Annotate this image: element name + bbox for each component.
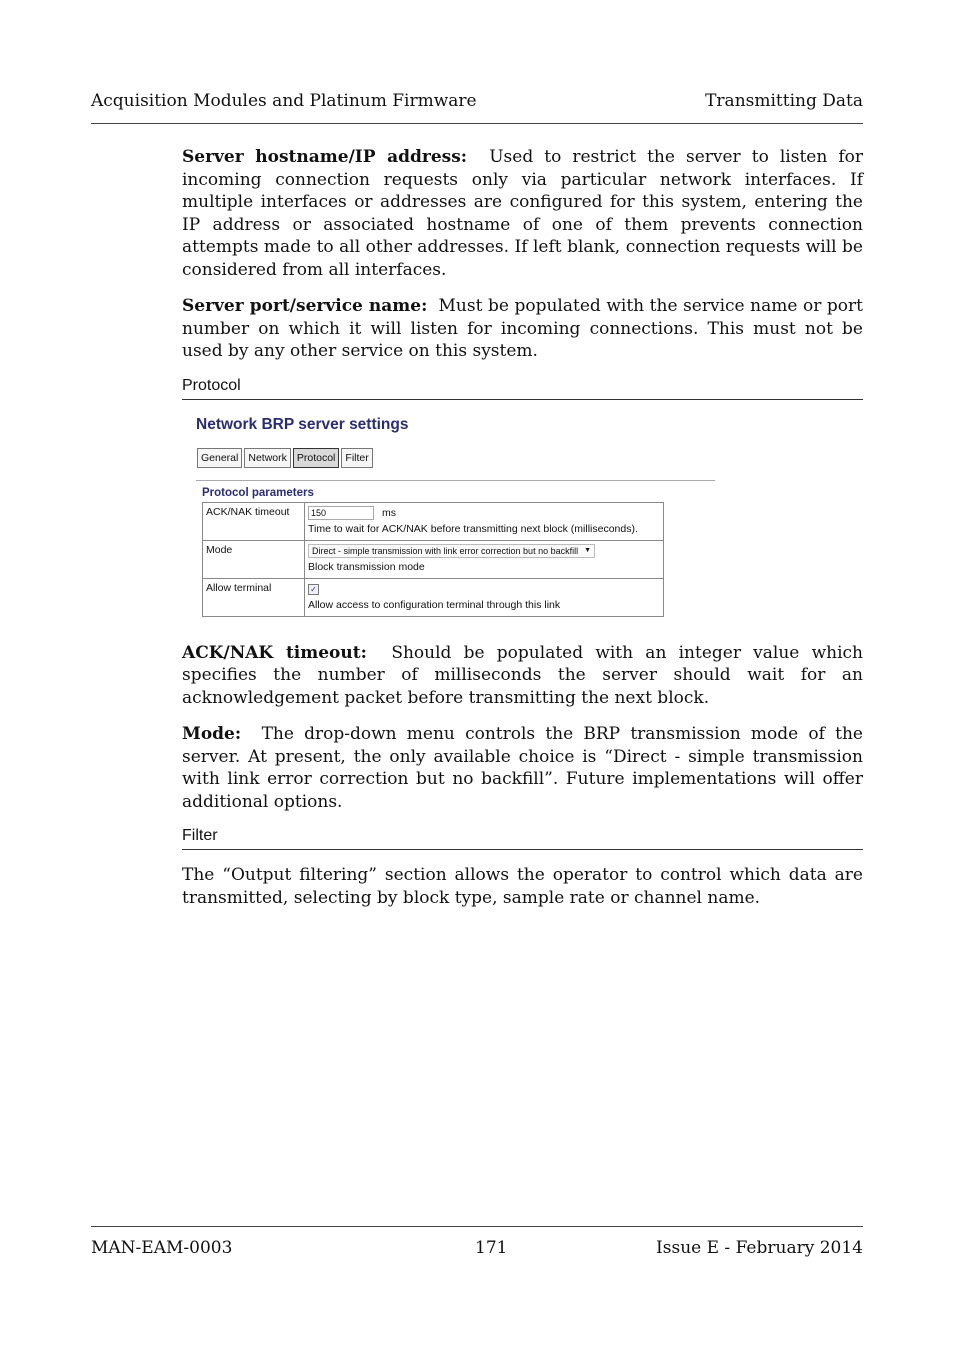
tabs-divider <box>196 480 715 481</box>
mode-select[interactable] <box>308 544 595 558</box>
server-port-text: Must be populated with the service name or port number on which it will listen for incoming connections. This must not be used by any other service on this system. <box>182 296 863 361</box>
ack-nak-cell <box>305 502 664 540</box>
tab-filter[interactable]: Filter <box>341 448 372 468</box>
tab-general[interactable]: General <box>197 448 242 468</box>
server-hostname-term: Server hostname/IP address: <box>182 147 468 167</box>
server-hostname-text: Used to restrict the server to listen for incoming connection requests only via particular network interfaces. If multiple interfaces or addresses are configured for this system, entering the IP address or associated hostname of one of them prevents connection attempts made to all other addresses. If left blank, connection requests will be considered from all interfaces. <box>182 147 864 280</box>
mode-hint: Block transmission mode <box>308 560 425 573</box>
protocol-parameters-table <box>202 502 664 617</box>
ack-nak-paragraph <box>182 642 863 710</box>
header-section: Transmitting Data <box>705 91 863 111</box>
protocol-heading: Protocol <box>182 377 863 400</box>
allow-terminal-cell <box>305 578 664 616</box>
filter-heading: Filter <box>182 827 863 850</box>
filter-paragraph: The “Output filtering” section allows the operator to control which data are transmitted, selecting by block type, sample rate or channel name. <box>182 865 863 908</box>
allow-terminal-checkbox[interactable]: ✓ <box>308 584 319 595</box>
mode-selected-value: Direct - simple transmission with link error correction but no backfill <box>312 546 579 556</box>
footer-issue: Issue E - February 2014 <box>656 1238 863 1258</box>
ack-nak-label: ACK/NAK timeout <box>203 502 305 540</box>
tab-network[interactable]: Network <box>244 448 291 468</box>
ack-nak-term: ACK/NAK timeout: <box>182 642 367 663</box>
table-row <box>203 540 664 578</box>
ack-nak-hint: Time to wait for ACK/NAK before transmitting next block (milliseconds). <box>308 522 638 535</box>
server-port-term: Server port/service name: <box>182 296 428 316</box>
settings-title: Network BRP server settings <box>196 415 409 433</box>
table-row <box>203 578 664 616</box>
header-title: Acquisition Modules and Platinum Firmware <box>91 91 477 111</box>
allow-terminal-label: Allow terminal <box>203 578 305 616</box>
server-port-paragraph <box>182 295 863 363</box>
chevron-down-icon: ▼ <box>584 547 592 554</box>
footer-page-number: 171 <box>475 1238 508 1258</box>
mode-term: Mode: <box>182 724 242 744</box>
brp-settings-screenshot <box>196 414 736 624</box>
page-content <box>182 146 863 923</box>
mode-paragraph <box>182 723 863 813</box>
allow-terminal-hint: Allow access to configuration terminal through this link <box>308 598 561 611</box>
protocol-parameters-title: Protocol parameters <box>202 486 314 499</box>
mode-text: The drop-down menu controls the BRP transmission mode of the server. At present, the only available choice is “Direct - simple transmission with link error correction but no backfill”. Future implementations will offer additional options. <box>182 724 863 812</box>
server-hostname-paragraph <box>182 146 863 281</box>
tab-protocol[interactable]: Protocol <box>293 448 340 468</box>
mode-label: Mode <box>203 540 305 578</box>
table-row <box>203 502 664 540</box>
ack-nak-timeout-input[interactable]: 150 <box>308 506 374 520</box>
footer-doc-id: MAN-EAM-0003 <box>91 1238 233 1258</box>
ack-nak-unit: ms <box>382 507 396 519</box>
mode-cell <box>305 540 664 578</box>
page-footer <box>91 1226 863 1258</box>
settings-tabs <box>197 448 373 468</box>
page-header <box>91 90 863 124</box>
ack-nak-text: Should be populated with an integer value which specifies the number of milliseconds the server should wait for an acknowledgement packet before transmitting the next block. <box>182 642 863 708</box>
